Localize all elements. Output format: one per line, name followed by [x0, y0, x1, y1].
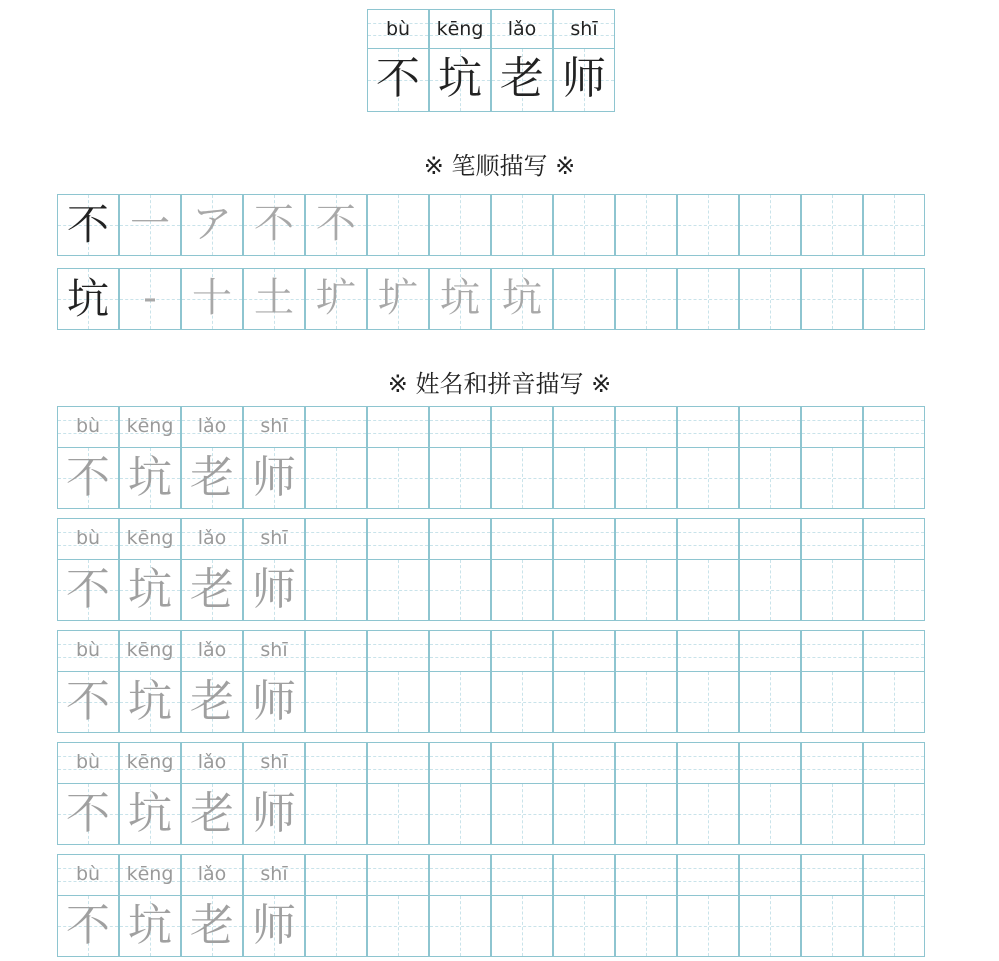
- header-pinyin: bù: [385, 18, 411, 40]
- practice-char-cell: [429, 895, 491, 957]
- practice-pinyin-cell: [491, 630, 553, 672]
- stroke-step: ア: [192, 201, 232, 247]
- practice-pinyin-cell: [305, 854, 367, 896]
- practice-char-cell: [305, 447, 367, 509]
- practice-pinyin-cell: [739, 854, 801, 896]
- practice-pinyin-cell: [739, 742, 801, 784]
- practice-pinyin-cell: [801, 854, 863, 896]
- stroke-step: 一: [130, 201, 170, 247]
- stroke-grid-cell: [615, 268, 677, 330]
- practice-pinyin-cell: [367, 518, 429, 560]
- practice-pinyin-cell: [305, 630, 367, 672]
- practice-trace-char: 师: [252, 788, 296, 839]
- practice-char-cell: [677, 783, 739, 845]
- stroke-grid-cell: [863, 194, 925, 256]
- header-char: 老: [500, 53, 544, 104]
- practice-pinyin-cell: [305, 406, 367, 448]
- practice-char-cell: [739, 447, 801, 509]
- header-char: 不: [376, 53, 420, 104]
- practice-pinyin: kēng: [126, 415, 174, 437]
- practice-char-cell: [367, 559, 429, 621]
- practice-char-cell: [863, 783, 925, 845]
- practice-char-cell: [491, 895, 553, 957]
- practice-char-cell: [615, 559, 677, 621]
- practice-pinyin-cell: [553, 854, 615, 896]
- practice-trace-char: 不: [66, 564, 110, 615]
- stroke-step: 坑: [440, 275, 480, 321]
- practice-pinyin-cell: [429, 630, 491, 672]
- practice-trace-char: 不: [66, 452, 110, 503]
- practice-pinyin: kēng: [126, 527, 174, 549]
- practice-char-cell: [801, 447, 863, 509]
- practice-char-cell: [367, 447, 429, 509]
- practice-char-cell: [553, 671, 615, 733]
- practice-pinyin-cell: [305, 742, 367, 784]
- practice-pinyin-cell: [367, 630, 429, 672]
- practice-char-cell: [801, 671, 863, 733]
- practice-trace-char: 师: [252, 900, 296, 951]
- stroke-step: 不: [254, 201, 294, 247]
- header-pinyin: lǎo: [507, 18, 537, 40]
- stroke-grid-cell: [553, 268, 615, 330]
- stroke-step: -: [143, 275, 157, 321]
- practice-pinyin-cell: [491, 518, 553, 560]
- practice-char-cell: [367, 783, 429, 845]
- practice-trace-char: 坑: [128, 676, 172, 727]
- stroke-row-char: 坑: [66, 274, 109, 323]
- practice-trace-char: 坑: [128, 900, 172, 951]
- practice-pinyin-cell: [863, 854, 925, 896]
- practice-pinyin-cell: [615, 406, 677, 448]
- practice-pinyin-cell: [491, 406, 553, 448]
- practice-char-cell: [367, 671, 429, 733]
- practice-char-cell: [677, 559, 739, 621]
- practice-char-cell: [305, 671, 367, 733]
- practice-pinyin-cell: [863, 518, 925, 560]
- practice-pinyin-cell: [367, 742, 429, 784]
- practice-pinyin-cell: [553, 518, 615, 560]
- practice-pinyin-cell: [615, 518, 677, 560]
- practice-char-cell: [615, 671, 677, 733]
- practice-trace-char: 老: [190, 788, 234, 839]
- practice-char-cell: [367, 895, 429, 957]
- practice-pinyin-cell: [863, 406, 925, 448]
- practice-char-cell: [615, 783, 677, 845]
- practice-pinyin: shī: [260, 751, 288, 773]
- practice-pinyin-cell: [429, 854, 491, 896]
- stroke-grid-cell: [801, 268, 863, 330]
- practice-pinyin-cell: [677, 406, 739, 448]
- practice-pinyin: kēng: [126, 863, 174, 885]
- stroke-grid-cell: [491, 194, 553, 256]
- practice-char-cell: [801, 895, 863, 957]
- practice-pinyin-cell: [491, 854, 553, 896]
- stroke-step: 圹: [316, 275, 356, 321]
- practice-pinyin: lǎo: [197, 527, 227, 549]
- practice-char-cell: [801, 783, 863, 845]
- practice-pinyin-cell: [615, 630, 677, 672]
- practice-char-cell: [863, 447, 925, 509]
- header-char: 坑: [438, 53, 482, 104]
- practice-char-cell: [553, 559, 615, 621]
- practice-pinyin: kēng: [126, 639, 174, 661]
- practice-char-cell: [677, 895, 739, 957]
- practice-char-cell: [491, 447, 553, 509]
- practice-pinyin: bù: [75, 863, 101, 885]
- practice-pinyin-cell: [553, 630, 615, 672]
- practice-pinyin-cell: [429, 742, 491, 784]
- practice-char-cell: [553, 895, 615, 957]
- stroke-grid-cell: [677, 194, 739, 256]
- practice-trace-char: 老: [190, 564, 234, 615]
- practice-pinyin-cell: [739, 630, 801, 672]
- practice-char-cell: [615, 447, 677, 509]
- name-pinyin-title: ※ 姓名和拼音描写 ※: [387, 370, 612, 398]
- practice-char-cell: [429, 783, 491, 845]
- practice-char-cell: [553, 783, 615, 845]
- stroke-step: 不: [316, 201, 356, 247]
- practice-pinyin: kēng: [126, 751, 174, 773]
- practice-pinyin: bù: [75, 415, 101, 437]
- stroke-order-title: ※ 笔顺描写 ※: [423, 152, 576, 180]
- stroke-grid-cell: [863, 268, 925, 330]
- practice-pinyin-cell: [677, 518, 739, 560]
- practice-pinyin-cell: [801, 406, 863, 448]
- practice-pinyin: lǎo: [197, 639, 227, 661]
- practice-char-cell: [677, 671, 739, 733]
- practice-char-cell: [429, 671, 491, 733]
- stroke-row-char: 不: [66, 200, 109, 249]
- practice-char-cell: [801, 559, 863, 621]
- practice-trace-char: 师: [252, 452, 296, 503]
- practice-char-cell: [739, 783, 801, 845]
- practice-pinyin: bù: [75, 527, 101, 549]
- stroke-grid-cell: [677, 268, 739, 330]
- practice-char-cell: [739, 559, 801, 621]
- practice-pinyin: bù: [75, 639, 101, 661]
- practice-char-cell: [553, 447, 615, 509]
- practice-trace-char: 坑: [128, 452, 172, 503]
- practice-pinyin-cell: [429, 406, 491, 448]
- stroke-grid-cell: [801, 194, 863, 256]
- practice-char-cell: [739, 671, 801, 733]
- practice-pinyin: shī: [260, 863, 288, 885]
- practice-trace-char: 师: [252, 676, 296, 727]
- header-pinyin: kēng: [436, 18, 484, 40]
- practice-char-cell: [429, 447, 491, 509]
- practice-pinyin-cell: [677, 854, 739, 896]
- practice-pinyin: shī: [260, 639, 288, 661]
- stroke-step: 十: [192, 275, 232, 321]
- practice-pinyin-cell: [615, 854, 677, 896]
- practice-pinyin: lǎo: [197, 863, 227, 885]
- practice-char-cell: [615, 895, 677, 957]
- header-pinyin: shī: [570, 18, 598, 40]
- practice-char-cell: [491, 559, 553, 621]
- practice-char-cell: [305, 783, 367, 845]
- practice-char-cell: [429, 559, 491, 621]
- stroke-grid-cell: [615, 194, 677, 256]
- stroke-step: 土: [254, 275, 294, 321]
- practice-pinyin-cell: [677, 630, 739, 672]
- practice-trace-char: 坑: [128, 788, 172, 839]
- practice-pinyin-cell: [553, 742, 615, 784]
- practice-trace-char: 不: [66, 788, 110, 839]
- practice-pinyin: lǎo: [197, 751, 227, 773]
- practice-pinyin-cell: [367, 854, 429, 896]
- practice-pinyin: bù: [75, 751, 101, 773]
- practice-trace-char: 老: [190, 676, 234, 727]
- practice-pinyin: lǎo: [197, 415, 227, 437]
- practice-char-cell: [863, 895, 925, 957]
- stroke-grid-cell: [429, 194, 491, 256]
- practice-pinyin-cell: [863, 630, 925, 672]
- stroke-step: 圹: [378, 275, 418, 321]
- stroke-grid-cell: [367, 194, 429, 256]
- stroke-grid-cell: [739, 268, 801, 330]
- practice-pinyin-cell: [801, 518, 863, 560]
- stroke-step: 坑: [502, 275, 542, 321]
- practice-char-cell: [863, 559, 925, 621]
- practice-char-cell: [491, 783, 553, 845]
- practice-pinyin-cell: [615, 742, 677, 784]
- practice-char-cell: [491, 671, 553, 733]
- practice-pinyin-cell: [801, 630, 863, 672]
- stroke-grid-cell: [739, 194, 801, 256]
- practice-char-cell: [305, 895, 367, 957]
- practice-char-cell: [305, 559, 367, 621]
- practice-trace-char: 不: [66, 676, 110, 727]
- practice-char-cell: [863, 671, 925, 733]
- practice-pinyin-cell: [367, 406, 429, 448]
- practice-pinyin-cell: [305, 518, 367, 560]
- stroke-grid-cell: [553, 194, 615, 256]
- practice-trace-char: 不: [66, 900, 110, 951]
- practice-char-cell: [739, 895, 801, 957]
- practice-trace-char: 坑: [128, 564, 172, 615]
- practice-pinyin-cell: [739, 406, 801, 448]
- practice-trace-char: 师: [252, 564, 296, 615]
- practice-char-cell: [677, 447, 739, 509]
- practice-pinyin-cell: [429, 518, 491, 560]
- practice-pinyin-cell: [739, 518, 801, 560]
- practice-pinyin-cell: [553, 406, 615, 448]
- practice-trace-char: 老: [190, 900, 234, 951]
- practice-pinyin-cell: [491, 742, 553, 784]
- header-char: 师: [562, 53, 606, 104]
- practice-pinyin-cell: [863, 742, 925, 784]
- practice-pinyin: shī: [260, 415, 288, 437]
- practice-pinyin: shī: [260, 527, 288, 549]
- practice-pinyin-cell: [677, 742, 739, 784]
- practice-trace-char: 老: [190, 452, 234, 503]
- practice-pinyin-cell: [801, 742, 863, 784]
